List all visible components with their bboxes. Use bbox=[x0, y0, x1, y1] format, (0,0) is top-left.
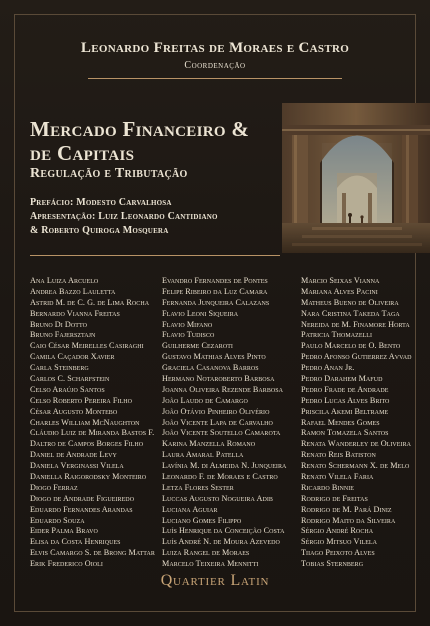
contributor-name: Daltro de Campos Borges Filho bbox=[30, 439, 144, 449]
contributor-name: Matheus Bueno de Oliveira bbox=[301, 297, 399, 307]
contributor-name: Graciela Casanova Barros bbox=[162, 363, 259, 373]
contributor-name: Celso Roberto Pereira Filho bbox=[30, 395, 133, 405]
contributor-name: Laura Amaral Patella bbox=[162, 450, 244, 460]
contributor-name: Astrid M. de C. G. de Lima Rocha bbox=[30, 297, 150, 307]
contributor-name: Fernanda Junqueira Calazans bbox=[162, 297, 270, 307]
publisher-name: Quartier Latin bbox=[160, 572, 270, 589]
contributor-name: Luís André N. de Moura Azevedo bbox=[162, 537, 280, 547]
contributor-name: Elisa da Costa Henriques bbox=[30, 537, 121, 547]
contributor-name: César Augusto Montebo bbox=[30, 406, 118, 416]
contributor-name: Tiiago Peixoto Alves bbox=[301, 548, 375, 558]
contributor-name: Caio César Meirelles Casiraghi bbox=[30, 341, 144, 351]
contributor-name: Renato Vilela Faria bbox=[301, 472, 374, 482]
book-subtitle: Regulação e Tributação bbox=[30, 166, 188, 181]
contributor-name: Eduardo Fernandes Arandas bbox=[30, 504, 133, 514]
contributor-name: Elvis Camargo S. de Brong Mattar bbox=[30, 548, 155, 558]
contributor-name: Flavio Tudisco bbox=[162, 330, 215, 340]
contributor-name: Pedro Anan Jr. bbox=[301, 363, 355, 373]
contributor-name: Flavio Leoni Siqueira bbox=[162, 308, 239, 318]
contributors-column-3 bbox=[301, 276, 412, 570]
contributor-name: Cláudio Luiz de Miranda Bastos F. bbox=[30, 428, 155, 438]
contributor-name: Luciano Gomes Filippo bbox=[162, 515, 242, 525]
contributor-name: Renato Reis Batiston bbox=[301, 450, 376, 460]
contributor-name: Priscila Akemi Beltrame bbox=[301, 406, 389, 416]
contributor-name: Karina Manzella Romano bbox=[162, 439, 256, 449]
contributor-name: Tobias Sternberg bbox=[301, 559, 364, 569]
contributor-name: Flavio Mifano bbox=[162, 319, 213, 329]
contributor-name: Luciana Aguiar bbox=[162, 504, 218, 514]
book-title-line1: Mercado Financeiro & bbox=[30, 117, 250, 141]
contributor-name: Carla Steinberg bbox=[30, 363, 89, 373]
contributors-column-1 bbox=[30, 276, 155, 570]
contributor-name: João Laudo de Camargo bbox=[162, 395, 248, 405]
contributor-name: Renato Schermann X. de Melo bbox=[301, 461, 410, 471]
top-rule bbox=[88, 78, 342, 79]
contributor-name: Diogo Ferraz bbox=[30, 482, 78, 492]
contributor-name: Bernardo Vianna Freitas bbox=[30, 308, 120, 318]
contributor-name: Leonardo F. de Moraes e Castro bbox=[162, 472, 278, 482]
contributor-name: Paulo Marcelo de O. Bento bbox=[301, 341, 401, 351]
contributor-name: Rodrigo de Freitas bbox=[301, 493, 368, 503]
preface-credit: Prefácio: Modesto Carvalhosa bbox=[30, 197, 172, 208]
contributor-name: Sérgio André Rocha bbox=[301, 526, 374, 536]
contributor-name: Eduardo Souza bbox=[30, 515, 85, 525]
contributor-name: Luís Henrique da Conceição Costa bbox=[162, 526, 285, 536]
contributor-name: Daniella Raigorodsky Monteiro bbox=[30, 472, 147, 482]
contributor-name: Lavínia M. di Almeida N. Junqueira bbox=[162, 461, 287, 471]
contributor-name: Camila Caçador Xavier bbox=[30, 352, 115, 362]
contributor-name: Bruno Fajersztajn bbox=[30, 330, 96, 340]
contributor-name: Carlos C. Scharfstein bbox=[30, 374, 110, 384]
contributor-name: Renata Wanderley de Oliveira bbox=[301, 439, 411, 449]
contributor-name: Sérgio Mitsuo Vilela bbox=[301, 537, 378, 547]
contributor-name: João Otávio Pinheiro Olivério bbox=[162, 406, 270, 416]
contributor-name: Patricia Thomazelli bbox=[301, 330, 373, 340]
book-title-line2: de Capitais bbox=[30, 141, 135, 165]
contributor-name: Rafael Mendes Gomes bbox=[301, 417, 380, 427]
presentation-credit-cont: & Roberto Quiroga Mosquera bbox=[30, 225, 169, 236]
contributor-name: Charles William McNaughton bbox=[30, 417, 140, 427]
contributor-name: Rodrigo de M. Pará Diniz bbox=[301, 504, 392, 514]
contributor-name: Joanna Oliveira Rezende Barbosa bbox=[162, 384, 284, 394]
contributor-name: Eider Palma Bravo bbox=[30, 526, 98, 536]
contributor-name: Pedro Daraheм Mafud bbox=[301, 374, 383, 384]
contributor-name: Marcelo Teixeira Mennitti bbox=[162, 559, 259, 569]
coordinator-role: Coordenação bbox=[184, 60, 246, 71]
contributor-name: Marcio Seixas Vianna bbox=[301, 276, 380, 285]
coordinator-name: Leonardo Freitas de Moraes e Castro bbox=[80, 40, 350, 56]
contributor-name: Felipe Ribeiro da Luz Camara bbox=[162, 286, 268, 296]
contributor-name: João Vicente Lapa de Carvalho bbox=[162, 417, 273, 427]
contributor-name: Pedro Afonso Gutierrez Avvad bbox=[301, 352, 412, 362]
contributor-name: João Vicente Soutello Camarota bbox=[162, 428, 281, 438]
contributor-name: Nara Cristina Takeda Taga bbox=[301, 308, 400, 318]
contributors-column-2 bbox=[162, 276, 286, 570]
contributor-name: Daniel de Andrade Levy bbox=[30, 450, 117, 460]
contributor-name: Erik Frederico Oioli bbox=[30, 559, 103, 569]
contributor-name: Hermano Notaroberto Barbosa bbox=[162, 374, 275, 384]
contributor-name: Andrea Bazzo Lauletta bbox=[30, 286, 116, 296]
baroque-architecture-image bbox=[282, 103, 430, 253]
contributor-name: Bruno Di Dotto bbox=[30, 319, 87, 329]
contributor-name: Guilherme Cezaroti bbox=[162, 341, 233, 351]
contributor-name: Ricardo Binnie bbox=[301, 482, 354, 492]
contributor-name: Ana Luiza Arcuelo bbox=[30, 276, 99, 285]
contributor-name: Nereida de M. Finamore Horta bbox=[301, 319, 410, 329]
contributor-name: Diogo de Andrade Figueiredo bbox=[30, 493, 135, 503]
contributor-name: Daniela Verginassi Vilela bbox=[30, 461, 124, 471]
contributor-name: Pedro Lucas Alves Brito bbox=[301, 395, 390, 405]
contributor-name: Evandro Fernandes de Pontes bbox=[162, 276, 268, 285]
contributor-name: Luiza Rangel de Moraes bbox=[162, 548, 250, 558]
contributor-name: Mariana Alves Pacini bbox=[301, 286, 378, 296]
contributor-name: Rodrigo Maito da Silveira bbox=[301, 515, 396, 525]
contributor-name: Ramon Tomazela Santos bbox=[301, 428, 389, 438]
contributor-name: Pedro Frade de Andrade bbox=[301, 384, 389, 394]
cover-painting bbox=[282, 103, 430, 253]
middle-rule bbox=[30, 255, 280, 256]
contributor-name: Luccas Augusto Nogueira Adib bbox=[162, 493, 273, 503]
presentation-credit: Apresentação: Luiz Leonardo Cantidiano bbox=[30, 211, 218, 222]
contributor-name: Celso Araújo Santos bbox=[30, 384, 105, 394]
contributor-name: Letza Flores Sester bbox=[162, 482, 234, 492]
contributor-name: Gustavo Mathias Alves Pinto bbox=[162, 352, 266, 362]
